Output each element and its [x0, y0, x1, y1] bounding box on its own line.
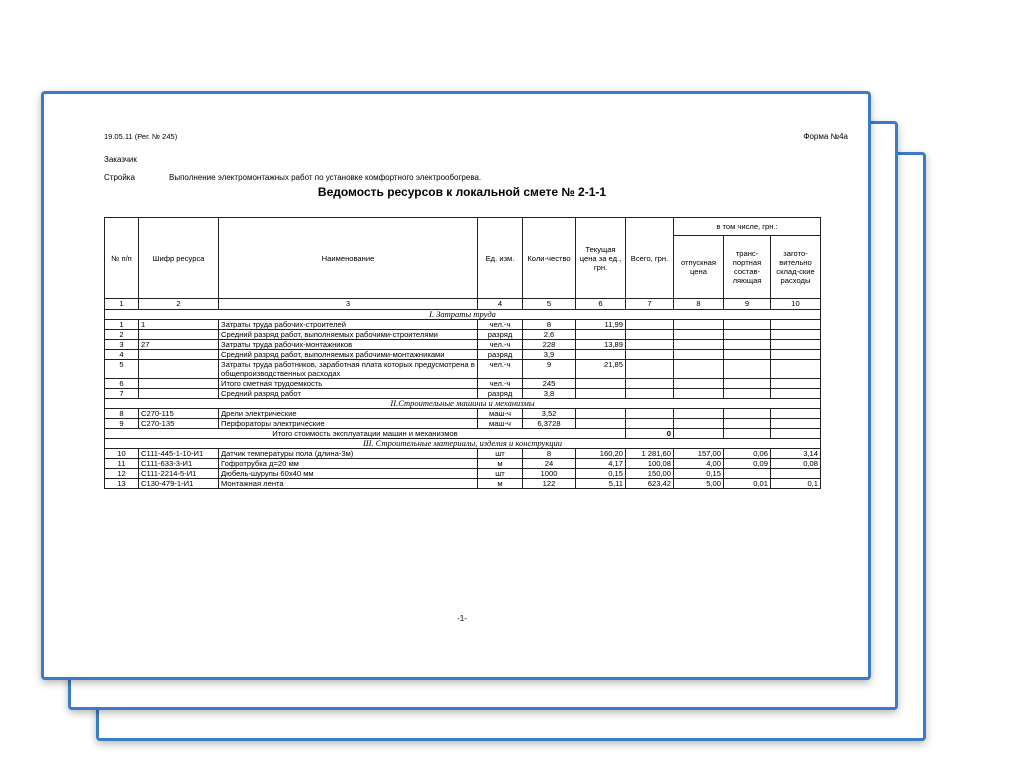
row-qty: 9	[523, 360, 576, 379]
row-name: Средний разряд работ, выполняемых рабочими-монтажниками	[219, 350, 478, 360]
row-total: 150,00	[626, 469, 674, 479]
row-sale: 4,00	[674, 459, 724, 469]
row-price: 5,11	[576, 479, 626, 489]
row-name: Дюбель-шурупы 60х40 мм	[219, 469, 478, 479]
table-row	[105, 419, 821, 429]
row-name: Затраты труда рабочих-строителей	[219, 320, 478, 330]
row-num: 2	[105, 330, 139, 340]
row-unit: разряд	[478, 330, 523, 340]
row-qty: 6,3728	[523, 419, 576, 429]
col-number: 4	[478, 299, 523, 310]
row-price	[576, 379, 626, 389]
col-number: 5	[523, 299, 576, 310]
row-transport: 0,09	[724, 459, 771, 469]
row-unit: шт	[478, 449, 523, 459]
row-storage: 3,14	[771, 449, 821, 459]
row-unit: разряд	[478, 350, 523, 360]
row-unit: м	[478, 479, 523, 489]
row-code: С111-445-1-10-И1	[139, 449, 219, 459]
row-name: Дрели электрические	[219, 409, 478, 419]
col-number: 7	[626, 299, 674, 310]
col-number: 8	[674, 299, 724, 310]
table-row	[105, 340, 821, 350]
row-price: 4,17	[576, 459, 626, 469]
row-name: Перфораторы электрические	[219, 419, 478, 429]
row-qty: 8	[523, 320, 576, 330]
header-qty: Коли-чество	[523, 218, 576, 299]
row-num: 5	[105, 360, 139, 379]
row-qty: 1000	[523, 469, 576, 479]
row-qty: 3,52	[523, 409, 576, 419]
row-total: 100,08	[626, 459, 674, 469]
row-qty: 8	[523, 449, 576, 459]
header-including: в том числе, грн.:	[674, 218, 821, 236]
row-code: С111-2214-5-И1	[139, 469, 219, 479]
row-code: С270-115	[139, 409, 219, 419]
row-qty: 228	[523, 340, 576, 350]
row-name: Итого сметная трудоемкость	[219, 379, 478, 389]
table-row	[105, 479, 821, 489]
row-qty: 2,6	[523, 330, 576, 340]
row-num: 6	[105, 379, 139, 389]
row-name: Датчик температуры пола (длина-3м)	[219, 449, 478, 459]
row-transport	[724, 469, 771, 479]
row-code: С130-479-1-И1	[139, 479, 219, 489]
row-code	[139, 360, 219, 379]
row-unit: маш-ч	[478, 409, 523, 419]
row-price: 160,20	[576, 449, 626, 459]
customer-label: Заказчик	[104, 155, 137, 164]
col-number: 10	[771, 299, 821, 310]
row-num: 1	[105, 320, 139, 330]
header-transport: транс-портная состав-ляющая	[724, 236, 771, 299]
row-code: С270-135	[139, 419, 219, 429]
row-num: 13	[105, 479, 139, 489]
section-materials: III. Строительные материалы, изделия и конструкции	[105, 439, 821, 449]
row-code: 27	[139, 340, 219, 350]
page-title: Ведомость ресурсов к локальной смете № 2-1-1	[317, 185, 607, 199]
row-qty: 3,9	[523, 350, 576, 360]
header-storage: загото-вительно склад-ские расходы	[771, 236, 821, 299]
row-unit: чел.-ч	[478, 340, 523, 350]
row-num: 12	[105, 469, 139, 479]
row-num: 11	[105, 459, 139, 469]
row-name: Затраты труда работников, заработная плата которых предусмотрена в общепроизводственных расходах	[219, 360, 478, 379]
row-code: 1	[139, 320, 219, 330]
row-transport: 0,06	[724, 449, 771, 459]
row-unit: шт	[478, 469, 523, 479]
row-price	[576, 330, 626, 340]
row-total: 1 281,60	[626, 449, 674, 459]
row-sale: 0,15	[674, 469, 724, 479]
row-sale: 5,00	[674, 479, 724, 489]
header-total: Всего, грн.	[626, 218, 674, 299]
col-number: 3	[219, 299, 478, 310]
row-price	[576, 389, 626, 399]
table-row	[105, 449, 821, 459]
header-unit: Ед. изм.	[478, 218, 523, 299]
table-row	[105, 389, 821, 399]
row-num: 9	[105, 419, 139, 429]
table-row	[105, 459, 821, 469]
row-price	[576, 350, 626, 360]
section-labor: I. Затраты труда	[105, 310, 821, 320]
row-price: 0,15	[576, 469, 626, 479]
table-row	[105, 320, 821, 330]
row-num: 4	[105, 350, 139, 360]
resource-table	[104, 217, 821, 489]
header-sale-price: отпускная цена	[674, 236, 724, 299]
site-label: Стройка	[104, 173, 135, 182]
site-description: Выполнение электромонтажных работ по установке комфортного электрообогрева.	[169, 173, 482, 182]
row-code	[139, 350, 219, 360]
row-unit: чел.-ч	[478, 379, 523, 389]
table-row	[105, 379, 821, 389]
col-number: 6	[576, 299, 626, 310]
row-unit: чел.-ч	[478, 320, 523, 330]
form-number: Форма №4а	[803, 132, 848, 141]
row-unit: разряд	[478, 389, 523, 399]
row-code: С111-633-3-И1	[139, 459, 219, 469]
row-transport: 0,01	[724, 479, 771, 489]
row-price: 21,85	[576, 360, 626, 379]
row-qty: 24	[523, 459, 576, 469]
registration-number: 19.05.11 (Рег. № 245)	[104, 132, 178, 141]
col-number: 1	[105, 299, 139, 310]
row-code	[139, 330, 219, 340]
row-price: 11,99	[576, 320, 626, 330]
row-sale: 157,00	[674, 449, 724, 459]
table-row	[105, 469, 821, 479]
row-price: 13,89	[576, 340, 626, 350]
row-storage	[771, 469, 821, 479]
row-code	[139, 379, 219, 389]
row-storage: 0,08	[771, 459, 821, 469]
page-number: -1-	[457, 614, 467, 623]
row-num: 7	[105, 389, 139, 399]
row-total: 623,42	[626, 479, 674, 489]
row-name: Средний разряд работ, выполняемых рабочими-строителями	[219, 330, 478, 340]
col-number: 9	[724, 299, 771, 310]
row-num: 3	[105, 340, 139, 350]
machine-total-value: 0	[626, 429, 674, 439]
header-code: Шифр ресурса	[139, 218, 219, 299]
table-row	[105, 330, 821, 340]
row-qty: 245	[523, 379, 576, 389]
machine-total-row	[105, 429, 821, 439]
row-unit: маш-ч	[478, 419, 523, 429]
col-number: 2	[139, 299, 219, 310]
row-qty: 122	[523, 479, 576, 489]
row-num: 8	[105, 409, 139, 419]
section-machines: II.Строительные машины и механизмы	[105, 399, 821, 409]
row-code	[139, 389, 219, 399]
header-name: Наименование	[219, 218, 478, 299]
header-price: Текущая цена за ед., грн.	[576, 218, 626, 299]
row-storage: 0,1	[771, 479, 821, 489]
table-row	[105, 409, 821, 419]
row-unit: м	[478, 459, 523, 469]
table-row	[105, 360, 821, 379]
machine-total-label: Итого стоимость эксплуатации машин и механизмов	[105, 429, 626, 439]
column-numbers-row	[105, 299, 821, 310]
row-name: Средний разряд работ	[219, 389, 478, 399]
row-name: Затраты труда рабочих-монтажников	[219, 340, 478, 350]
row-name: Монтажная лента	[219, 479, 478, 489]
row-qty: 3,8	[523, 389, 576, 399]
row-num: 10	[105, 449, 139, 459]
row-name: Гофротрубка д=20 мм	[219, 459, 478, 469]
table-row	[105, 350, 821, 360]
row-unit: чел.-ч	[478, 360, 523, 379]
header-num: № п/п	[105, 218, 139, 299]
